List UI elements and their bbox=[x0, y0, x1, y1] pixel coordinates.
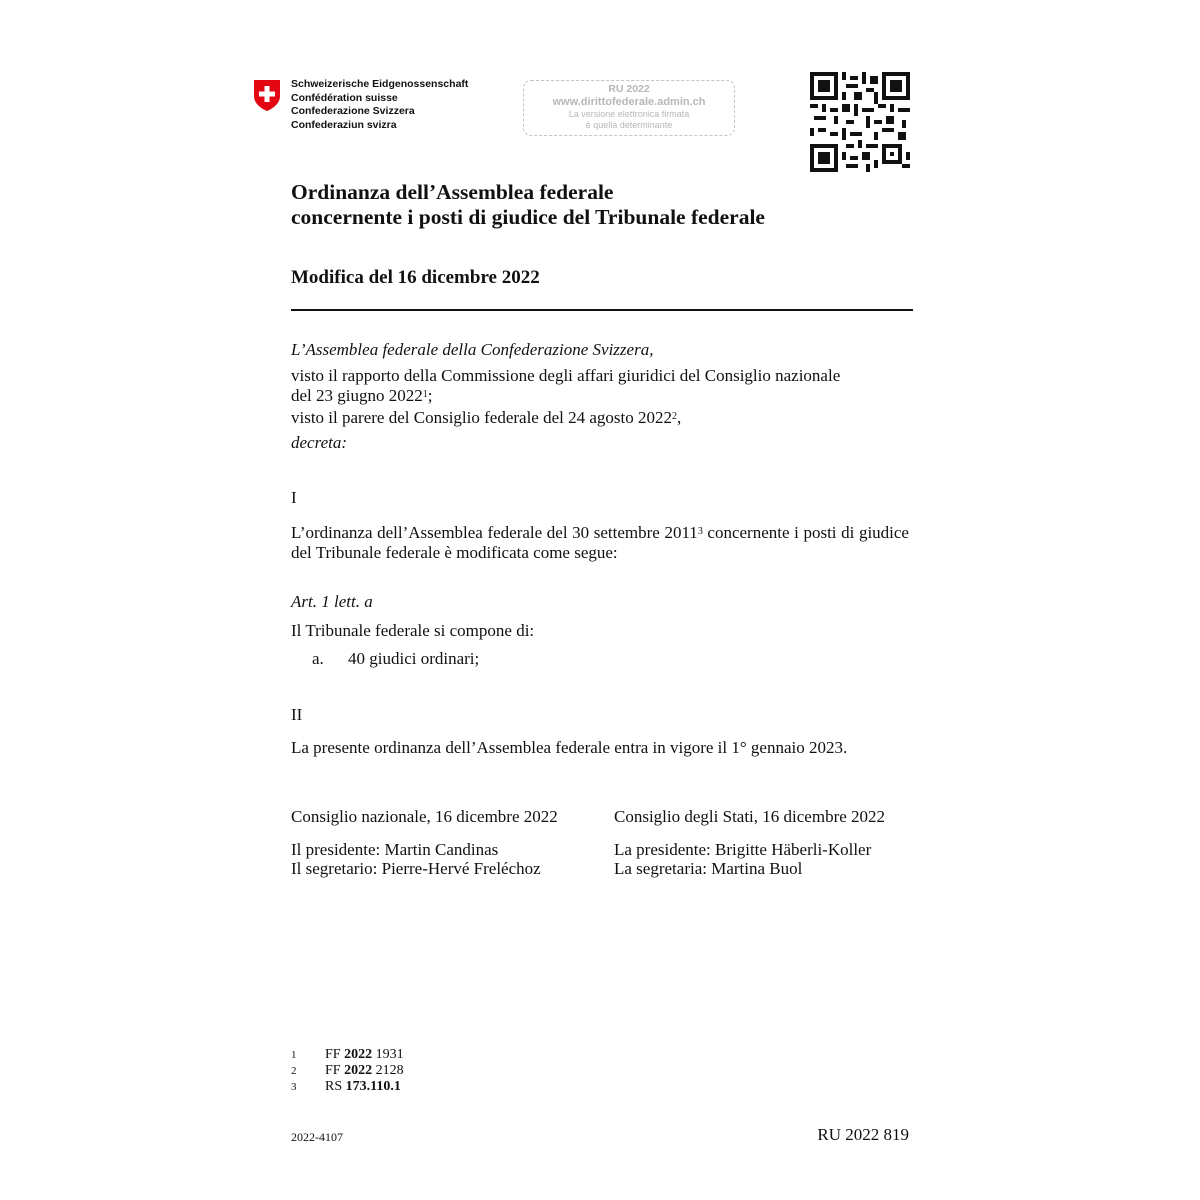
section-1-heading: I bbox=[291, 488, 297, 507]
confederation-name-de: Schweizerische Eidgenossenschaft bbox=[291, 78, 469, 90]
footnote-2-page: 2128 bbox=[372, 1063, 404, 1078]
section-2-text: La presente ordinanza dell’Assemblea federale entra in vigore il 1° gennaio 2023. bbox=[291, 738, 848, 757]
article-item-text: 40 giudici ordinari; bbox=[348, 649, 480, 668]
document-number: 2022-4107 bbox=[291, 1130, 343, 1144]
preamble-visto-1-date: del 23 giugno 2022 bbox=[291, 386, 423, 405]
preamble-visto-1-line-b bbox=[291, 386, 840, 406]
qr-code-icon bbox=[810, 72, 910, 172]
publication-stamp bbox=[523, 80, 735, 136]
section-1-text bbox=[291, 523, 909, 563]
footnote-3-number: 3 bbox=[291, 1081, 297, 1093]
preamble-visto-2-text: visto il parere del Consiglio federale del 24 agosto 2022 bbox=[291, 408, 672, 427]
footnote-2-year: 2022 bbox=[344, 1063, 373, 1078]
footnote-3-ref: 173.110.1 bbox=[345, 1079, 401, 1094]
preamble-visto-1 bbox=[291, 366, 840, 406]
signature-left-secretary: Il segretario: Pierre-Hervé Freléchoz bbox=[291, 859, 541, 878]
modification-date: Modifica del 16 dicembre 2022 bbox=[291, 267, 540, 288]
footnote-1-year: 2022 bbox=[344, 1047, 373, 1062]
stamp-note-1: La versione elettronica firmata bbox=[568, 109, 690, 119]
article-heading: Art. 1 lett. a bbox=[291, 592, 373, 611]
footnote-1-number: 1 bbox=[291, 1049, 297, 1061]
signature-right-secretary: La segretaria: Martina Buol bbox=[614, 859, 803, 878]
preamble-assembly: L’Assemblea federale della Confederazione Svizzera, bbox=[291, 340, 654, 359]
signature-left-president: Il presidente: Martin Candinas bbox=[291, 840, 499, 859]
signature-right-president: La presidente: Brigitte Häberli-Koller bbox=[614, 840, 872, 859]
confederation-name-rm: Confederaziun svizra bbox=[291, 118, 397, 131]
page-title bbox=[291, 180, 765, 230]
preamble-visto-2 bbox=[291, 408, 681, 428]
confederation-names bbox=[291, 78, 468, 132]
stamp-url: www.dirittofederale.admin.ch bbox=[552, 96, 706, 108]
preamble-visto-1-end: ; bbox=[427, 386, 433, 405]
footnote-1 bbox=[291, 1047, 404, 1063]
section-1-text-b: concernente i posti di giudice del Tribunale federale è modificata come segue: bbox=[291, 523, 909, 562]
footnote-3-prefix: RS bbox=[325, 1079, 346, 1094]
footnote-1-page: 1931 bbox=[372, 1047, 404, 1062]
footnote-2-prefix: FF bbox=[325, 1063, 345, 1078]
page-reference: RU 2022 819 bbox=[817, 1125, 909, 1144]
article-item-letter: a. bbox=[312, 649, 324, 668]
preamble-visto-2-end: , bbox=[677, 408, 682, 427]
swiss-cross-logo bbox=[252, 78, 282, 112]
confederation-name-fr: Confédération suisse bbox=[291, 91, 398, 104]
footnote-ref-2[interactable]: 2 bbox=[672, 411, 677, 422]
title-divider bbox=[291, 309, 913, 311]
preamble-visto-1-line-a: visto il rapporto della Commissione degli affari giuridici del Consiglio nazionale bbox=[291, 366, 841, 385]
section-2-heading: II bbox=[291, 705, 303, 724]
signature-left-place-date: Consiglio nazionale, 16 dicembre 2022 bbox=[291, 807, 558, 826]
footnote-ref-3[interactable]: 3 bbox=[697, 526, 703, 537]
article-intro: Il Tribunale federale si compone di: bbox=[291, 621, 535, 640]
title-line-2: concernente i posti di giudice del Tribunale federale bbox=[291, 205, 765, 229]
footnote-ref-1[interactable]: 1 bbox=[422, 389, 428, 400]
section-1-text-a: L’ordinanza dell’Assemblea federale del 30 settembre 2011 bbox=[291, 523, 698, 542]
stamp-ru: RU 2022 bbox=[608, 83, 650, 95]
preamble-decreta: decreta: bbox=[291, 433, 348, 452]
signature-right-place-date: Consiglio degli Stati, 16 dicembre 2022 bbox=[614, 807, 886, 826]
confederation-name-it: Confederazione Svizzera bbox=[291, 105, 415, 117]
footnote-2 bbox=[291, 1063, 404, 1079]
stamp-note-2: è quella determinante bbox=[585, 120, 673, 130]
footnote-3 bbox=[291, 1079, 401, 1095]
footnote-2-number: 2 bbox=[291, 1065, 297, 1077]
title-line-1: Ordinanza dell’Assemblea federale bbox=[291, 180, 614, 204]
footnote-1-prefix: FF bbox=[325, 1047, 345, 1062]
